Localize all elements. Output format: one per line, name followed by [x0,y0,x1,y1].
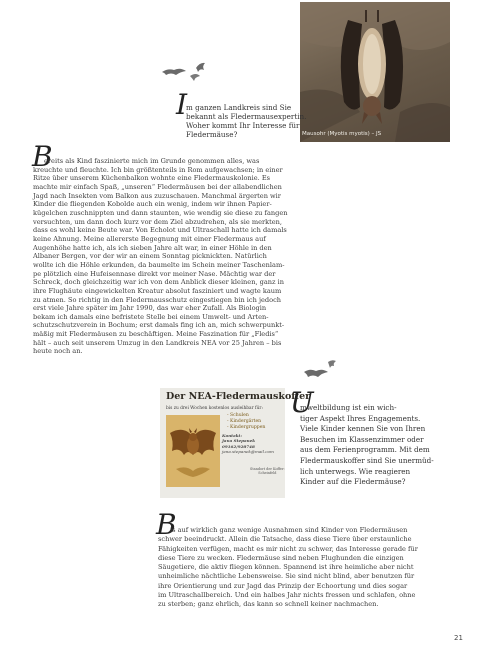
answer1-line: schutzschutzverein in Bochum; erst damals fing ich an, mich schwerpunkt- [33,321,285,330]
answer1-line: mäßig mit Fledermäusen zu beschäftigen. Meine Faszination für „Fledis“ [33,330,279,339]
contact-name: Jana Stepanek [222,438,256,444]
answer1-line: Kinder die fliegenden Kobolde auch ein wenig, indem wir ihnen Papier- [33,200,272,209]
question2-line: mweltbildung ist ein wich- [300,403,397,412]
box-target-list [227,413,265,431]
bat-photo [300,2,450,142]
answer1-line: zu atmen. So richtig in den Fledermausschutz eingestiegen bin ich jedoch [33,295,282,304]
answer1-line: wollte ich die Höhle erkunden, da baumelte im Schein meiner Taschenlam- [33,260,285,269]
question1-line: Woher kommt Ihr Interesse für [186,121,300,130]
answer1-line: bekam ich damals eine befristete Stelle bei einem Umwelt- und Arten- [33,312,269,321]
answer1-line: versuchten, um dann doch kurz vor dem Ziel abzudrehen, als sie merkten, [33,217,283,226]
answer1-line: kreuchte und fleuchte. Ich bin größtenteils in Rom aufgewachsen; in einer [33,165,283,174]
question2-line: Viele Kinder kennen Sie von Ihren [300,424,426,434]
box-list-item: - Kindergärten [227,419,262,424]
answer1-dropcap: B [32,140,53,173]
contact-label: Kontakt: [222,433,242,438]
answer1-line: Ritze über unserem Küchenbalkon wohnte eine Fledermauskolonie. Es [33,174,271,183]
question2-line: Kinder auf die Fledermäuse? [300,477,406,487]
answer2-line: is auf wirklich ganz wenige Ausnahmen sind Kinder von Fledermäusen [170,526,408,534]
question1-dropcap: I [176,88,188,121]
answer1-line: hält – auch seit unserem Umzug in den Landkreis NEA vor 25 Jahren – bis [33,338,282,347]
bat-case-info-box [160,388,311,498]
question2-line: lich unterwegs. Wie reagieren [300,466,411,476]
answer1-line: Jagd nach Insekten vom Balkon aus zuzuschauen. Manchmal ärgerten wir [33,191,281,200]
answer1-line: keine Ahnung. Meine allererste Begegnung mit einer Fledermaus auf [33,234,266,243]
bat-illustration-icon [166,415,220,487]
contact-phone: 09162/928748 [222,443,255,449]
answer2-line: diese Tiere zu wecken. Fledermäuse sind neben Flughunden die einzigen [158,553,404,562]
answer2-line: unheimliche nächtliche Lebensweise. Sie sind nicht blind, aber benutzen für [158,572,415,581]
answer1-line: Augenhöhe hatte ich, als ich sieben Jahre alt war, in einer Höhle in den [33,243,272,252]
answer2-line: Säugetiere, die aktiv fliegen können. Spannend ist ihre heimliche aber nicht [158,563,414,572]
answer1-line: pe plötzlich eine Hufeisennase direkt vor meiner Nase. Mächtig war der [33,269,276,278]
question1-line: bekannt als Fledermausexpertin. [186,112,307,121]
question2-line: aus dem Ferienprogramm. Mit dem [300,445,430,455]
question2-line: Fledermauskoffer sind Sie unermüd- [300,455,434,465]
answer2-line: im Ultraschallbereich. Und ein halbes Jahr nichts fressen und schlafen, ohne [158,591,416,600]
answer1-line: kügelchen zuschnippten und dann staunten, wie wendig sie diese zu fangen [33,208,288,217]
flying-bats-icon [160,58,212,86]
answer2-dropcap: B [156,508,177,541]
answer2-line: Fähigkeiten verfügen, macht es mir nicht zu schwer, das Interesse gerade für [158,544,418,553]
answer1-paragraph [33,157,295,356]
hanging-bat-image [300,2,450,142]
box-list-item: - Schulen [227,413,249,418]
answer1-line: dass es wohl keine Beute war. Von Echolot und Ultraschall hatte ich damals [33,226,287,235]
box-list-item: - Kindergruppen [227,425,266,430]
answer2-line: schwer beeindruckt. Allein die Tatsache, dass diese Tiere über erstaunliche [158,535,412,544]
contact-email[interactable]: jana.stepanek@mail.com [222,449,274,455]
question1-line: m ganzen Landkreis sind Sie [186,103,292,112]
answer2-line: zu sterben; ganz ehrlich, das kann so schnell keiner nachmachen. [158,600,379,609]
question1-line: Fledermäuse? [186,130,238,139]
question1-text [186,103,306,139]
question2-text [300,403,434,488]
box-title: Der NEA-Fledermauskoffer [166,391,311,402]
page-number: 21 [454,634,463,642]
answer1-line: heute noch an. [33,347,83,356]
answer1-line: machte mir einfach Spaß, „unseren“ Fledermäusen bei der allabendlichen [33,182,282,191]
question2-dropcap: U [290,386,314,419]
question2-line: Besuchen im Klassenzimmer oder [300,434,424,444]
answer1-line: Albaner Bergen, vor der wir an einem Sonntag picknickten. Natürlich [33,252,267,261]
answer2-line: ihre Orientierung und zur Jagd das Prinzip der Echoortung und dies sogar [158,581,408,590]
photo-caption: Mausohr (Myotis myotis) – JS [302,131,382,137]
answer2-paragraph [158,526,420,610]
answer1-line: Schreck, doch gleichzeitig war ich von dem Anblick dieser kleinen, ganz in [33,278,284,287]
answer1-line: ihre Flughäute eingewickelten Kreatur absolut fasziniert und wagte kaum [33,286,282,295]
box-note-line: Scheinfeld [258,471,277,475]
flying-bats-icon [300,358,340,388]
box-location-note [250,467,285,475]
answer1-line: ereits als Kind faszinierte mich im Grunde genommen alles, was [44,157,260,165]
box-subtitle: bis zu drei Wochen kostenlos ausleihbar für: [166,406,263,411]
box-contact [222,433,274,455]
answer1-line: erst viele Jahre später im Jahr 1990, das war eher Zufall. Als Biologin [33,304,267,313]
question2-line: tiger Aspekt Ihres Engagements. [300,413,421,423]
box-note-line: Standort der Koffer: [250,467,285,471]
